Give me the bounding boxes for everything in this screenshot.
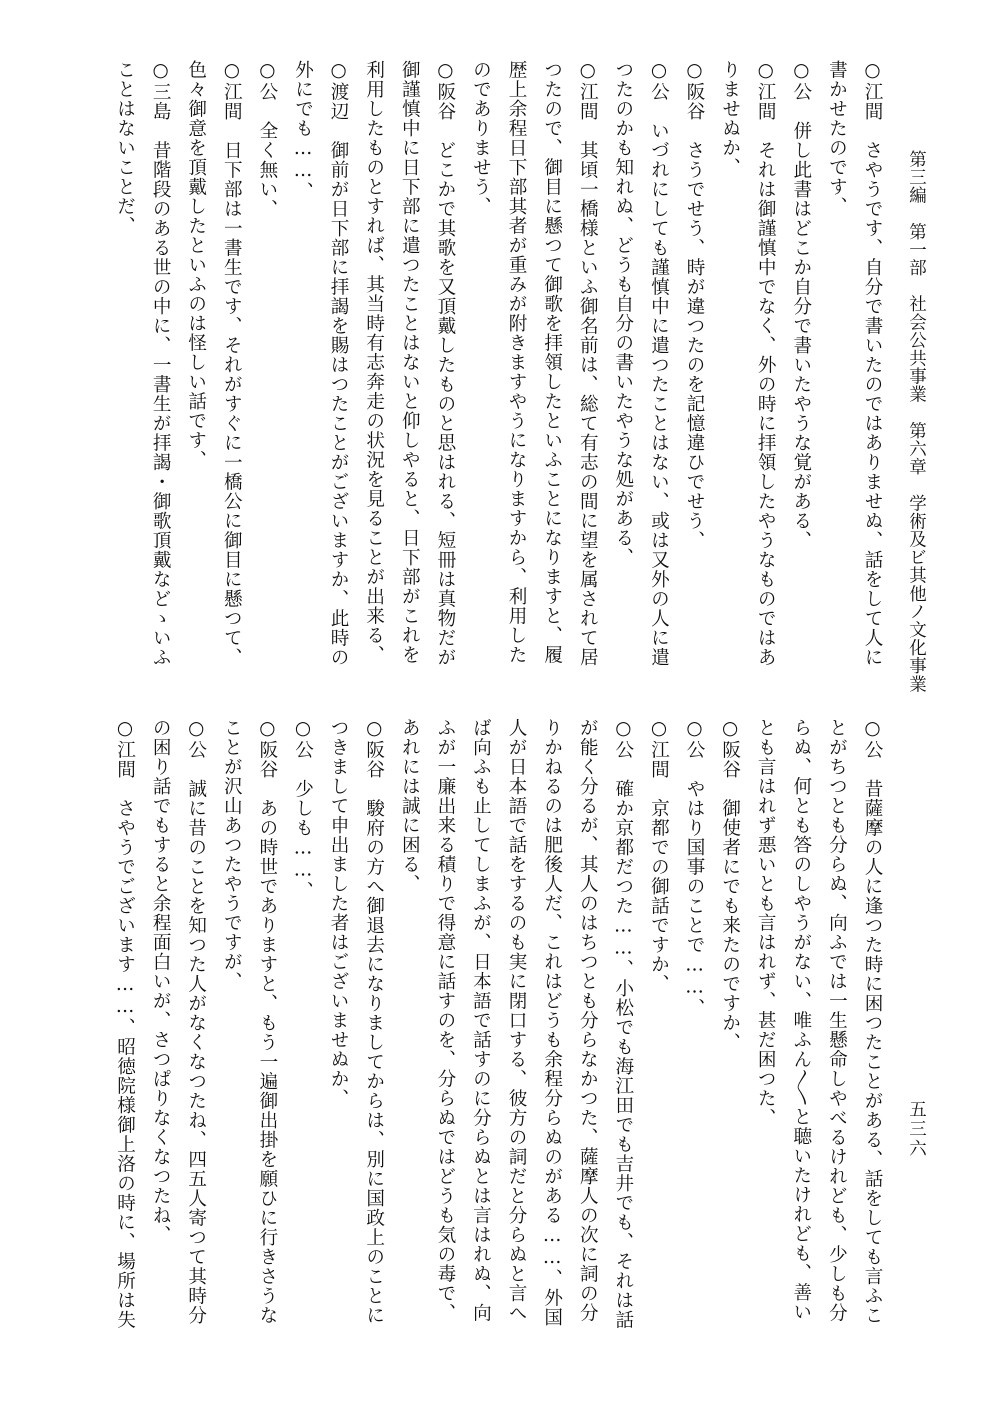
text-line: が能く分るが、其人のはちつとも分らなかつた、薩摩人の次に詞の分 [577, 718, 599, 1323]
text-line: ふが一廉出来る積りで得意に話すのを、分らぬではどうも気の毒で、 [434, 718, 456, 1323]
text-line: 歴上余程日下部其者が重みが附きますやうになりますから、利用した [506, 60, 528, 665]
text-line: ○江間 其頃一橋様といふ御名前は、総て有志の間に望を属されて居 [577, 60, 599, 667]
text-line: 御謹慎中に日下部に遣つたことはないと仰しやると、日下部がこれを [399, 60, 421, 665]
text-line: ○三島 昔階段のある世の中に、一書生が拝謁・御歌頂戴などゝいふ [150, 60, 172, 667]
text-line: ○阪谷 御使者にでも来たのですか、 [719, 718, 741, 1052]
text-line: りかねるのは肥後人だ、これはどうも余程分らぬのがある……、外国 [541, 718, 563, 1328]
text-line: とも言はれず悪いとも言はれず、甚だ困つた、 [755, 718, 777, 1128]
text-line: のでありませう、 [470, 60, 492, 216]
text-line: の困り話でもすると余程面白いが、さつぱりなくなつたね、 [150, 718, 172, 1245]
text-line: ○公 全く無い、 [256, 60, 278, 219]
text-line: ○公 いづれにしても謹慎中に遣つたことはない、或は又外の人に遣 [648, 60, 670, 667]
text-line: らぬ、何とも答のしやうがない、唯ふん〳〵と聴いたけれども、善い [790, 718, 812, 1322]
text-line: ○阪谷 あの時世でありますと、もう一遍御出掛を願ひに行きさうな [256, 718, 278, 1325]
text-line: ○阪谷 駿府の方へ御退去になりましてからは、別に国政上のことに [363, 718, 385, 1325]
text-line: ○阪谷 さうでせう、時が違つたのを記憶違ひでせう、 [684, 60, 706, 550]
text-line: ○公 誠に昔のことを知つた人がなくなつたね、四五人寄つて其時分 [185, 718, 207, 1325]
text-line: ○江間 日下部は一書生です、それがすぐに一橋公に御目に懸つて、 [221, 60, 243, 667]
text-line: ○公 やはり国事のことで……、 [684, 718, 706, 1018]
text-line: ○公 確か京都だつた……、小松でも海江田でも吉井でも、それは話 [612, 718, 634, 1330]
text-line: とがちつとも分らぬ、向ふでは一生懸命しやべるけれども、少しも分 [826, 718, 848, 1323]
text-line: ば向ふも止してしまふが、日本語で話すのに分らぬとは言はれぬ、向 [470, 718, 492, 1323]
text-line: ことはないことだ、 [114, 60, 136, 236]
text-line: つたのかも知れぬ、どうも自分の書いたやうな処がある、 [612, 60, 634, 567]
page-number: 五三六 [906, 1100, 927, 1159]
text-line: 色々御意を頂戴したといふのは怪しい話です、 [185, 60, 207, 470]
text-line: ことが沢山あつたやうですが、 [221, 718, 243, 991]
text-line: つたので、御目に懸つて御歌を拝領したといふことになりますと、履 [541, 60, 563, 665]
running-head: 第三編 第一部 社会公共事業 第六章 学術及ビ其他ノ文化事業 [906, 150, 927, 693]
text-line: 外にでも……、 [292, 60, 314, 202]
text-line: ○江間 さやうでございます……、昭徳院様御上洛の時に、場所は失 [114, 718, 136, 1330]
upper-text-block [107, 60, 890, 680]
text-line: ○公 昔薩摩の人に逢つた時に困つたことがある、話をしても言ふこ [862, 718, 883, 1325]
text-line: ○公 併し此書はどこか自分で書いたやうな覚がある、 [790, 60, 812, 550]
text-line: あれには誠に困る、 [399, 718, 421, 894]
text-line: つきまして申出ました者はございませぬか、 [328, 718, 350, 1108]
text-line: ○江間 それは御謹慎中でなく、外の時に拝領したやうなものではあ [755, 60, 777, 667]
text-line: 書かせたのです、 [826, 60, 848, 216]
text-line: 利用したものとすれば、其当時有志奔走の状況を見ることが出来る、 [363, 60, 385, 665]
text-line: ○公 少しも……、 [292, 718, 314, 901]
text-line: 人が日本語で話をするのも実に閉口する、彼方の詞だと分らぬと言へ [506, 718, 528, 1323]
text-line: ○阪谷 どこかで其歌を又頂戴したものと思はれる、短冊は真物だが [434, 60, 456, 667]
text-line: りませぬか、 [719, 60, 741, 177]
text-line: ○渡辺 御前が日下部に拝謁を賜はつたことがございますか、此時の [328, 60, 350, 667]
text-line: ○江間 京都での御話ですか、 [648, 718, 670, 994]
text-line: ○江間 さやうです、自分で書いたのではありませぬ、話をして人に [862, 60, 883, 667]
lower-text-block [107, 718, 890, 1328]
